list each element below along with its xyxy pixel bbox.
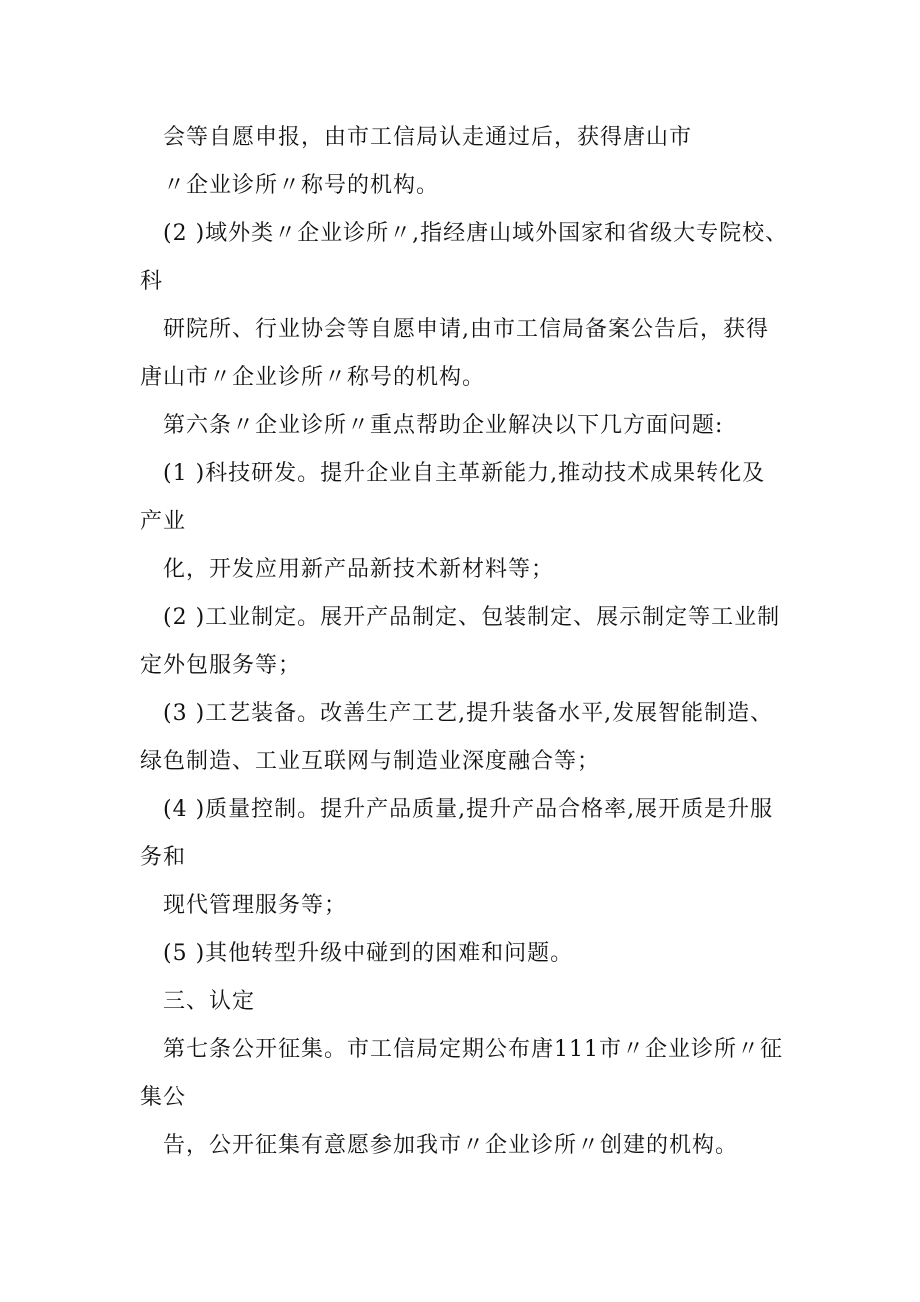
text-line: (3 )工艺装备。改善生产工艺,提升装备水平,发展智能制造、 [163,701,774,726]
text-line: 研院所、行业协会等自愿申请,由市工信局备案公告后，获得 [163,317,769,342]
text-line: (2 )域外类〃企业诊所〃,指经唐山域外国家和省级大专院校、 [163,221,789,246]
text-line: 绿色制造、工业互联网与制造业深度融合等； [140,749,601,774]
text-line: 科 [140,269,164,294]
text-line: 集公 [140,1085,187,1110]
text-line: (1 )科技研发。提升企业自主革新能力,推动技术成果转化及 [163,461,766,486]
text-line: 唐山市〃企业诊所〃称号的机构。 [140,365,486,390]
text-line: 产业 [140,509,187,534]
text-line: (2 )工业制定。展开产品制定、包装制定、展示制定等工业制 [163,605,781,630]
text-line: 第六条〃企业诊所〃重点帮助企业解决以下几方面问题: [163,413,724,438]
text-line: (4 )质量控制。提升产品质量,提升产品合格率,展开质是升服 [163,797,774,822]
text-line: 〃企业诊所〃称号的机构。 [163,173,440,198]
text-line: 第七条公开征集。市工信局定期公布唐111市〃企业诊所〃征 [163,1037,783,1062]
text-line: 定外包服务等； [140,653,302,678]
text-line: 会等自愿申报，由市工信局认走通过后，获得唐山市 [163,125,693,150]
text-line: 务和 [140,845,187,870]
text-line: 化，开发应用新产品新技术新材料等； [163,557,555,582]
text-line: (5 )其他转型升级中碰到的困难和问题。 [163,941,574,966]
text-line: 告，公开征集有意愿参加我市〃企业诊所〃创建的机构。 [163,1133,739,1158]
text-line: 现代管理服务等； [163,893,348,918]
section-heading: 三、认定 [163,989,256,1014]
